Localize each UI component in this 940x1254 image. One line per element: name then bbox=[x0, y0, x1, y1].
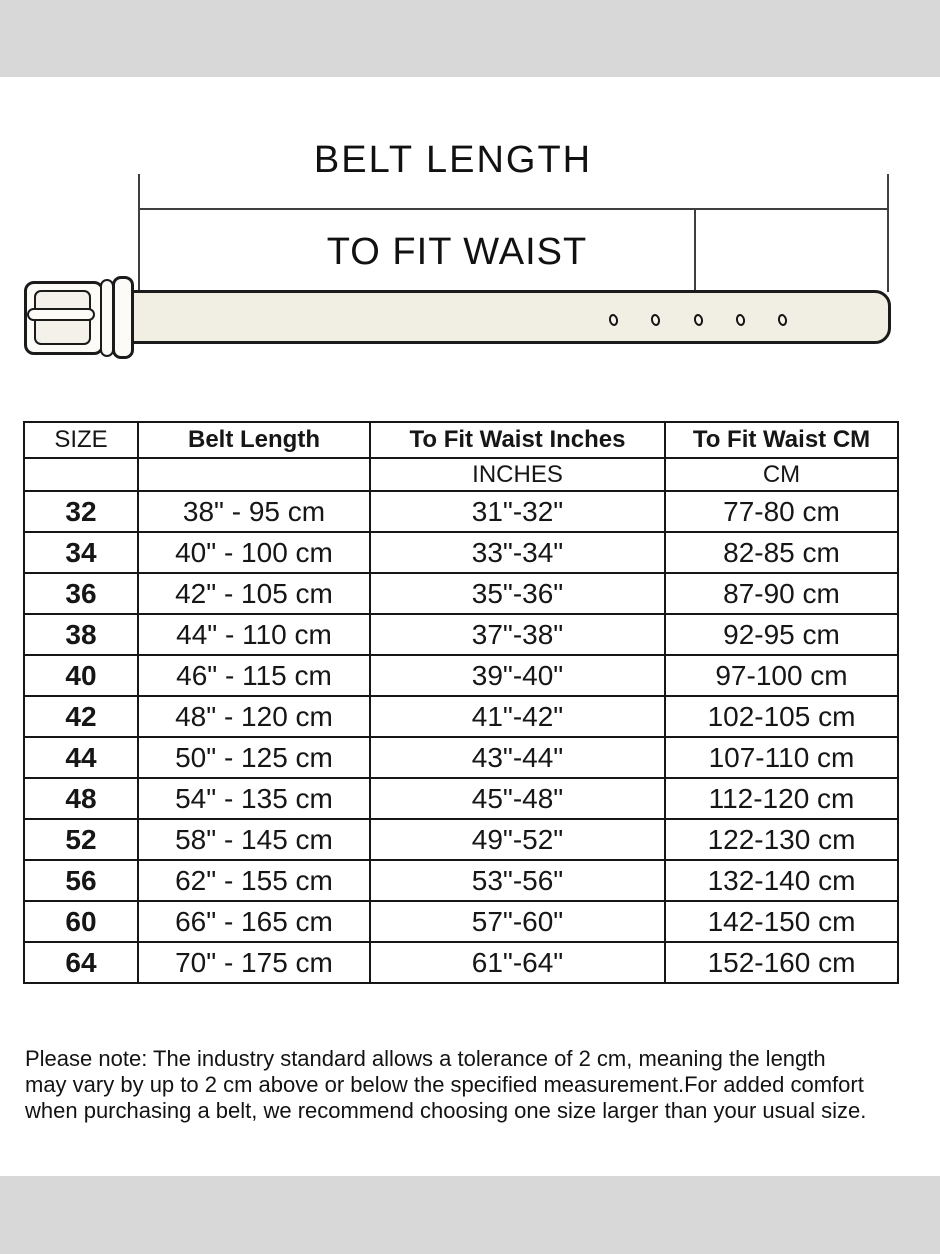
waist-inches-cell: 41"-42" bbox=[370, 696, 665, 737]
table-row bbox=[24, 532, 898, 573]
belt-length-cell: 70" - 175 cm bbox=[138, 942, 370, 983]
table-row bbox=[24, 942, 898, 983]
belt-hole-icon bbox=[777, 313, 788, 327]
waist-inches-cell: 37"-38" bbox=[370, 614, 665, 655]
header-to-fit-waist-inches: To Fit Waist Inches bbox=[370, 422, 665, 458]
table-row bbox=[24, 860, 898, 901]
size-cell: 60 bbox=[24, 901, 138, 942]
tolerance-note bbox=[25, 1046, 937, 1124]
tolerance-note-line: when purchasing a belt, we recommend choosing one size larger than your usual size. bbox=[25, 1098, 867, 1123]
table-row bbox=[24, 737, 898, 778]
table-row bbox=[24, 614, 898, 655]
waist-inches-cell: 61"-64" bbox=[370, 942, 665, 983]
belt-length-cell: 62" - 155 cm bbox=[138, 860, 370, 901]
waist-inches-cell: 45"-48" bbox=[370, 778, 665, 819]
belt-length-cell: 50" - 125 cm bbox=[138, 737, 370, 778]
waist-cm-cell: 102-105 cm bbox=[665, 696, 898, 737]
waist-cm-cell: 77-80 cm bbox=[665, 491, 898, 532]
belt-hole-icon bbox=[693, 313, 704, 327]
waist-inches-cell: 31"-32" bbox=[370, 491, 665, 532]
waist-cm-cell: 132-140 cm bbox=[665, 860, 898, 901]
waist-cm-cell: 107-110 cm bbox=[665, 737, 898, 778]
belt-length-cell: 58" - 145 cm bbox=[138, 819, 370, 860]
belt-keeper-loop-icon bbox=[112, 276, 134, 359]
table-row bbox=[24, 573, 898, 614]
waist-cm-cell: 112-120 cm bbox=[665, 778, 898, 819]
waist-inches-cell: 35"-36" bbox=[370, 573, 665, 614]
belt-buckle-prong-icon bbox=[27, 308, 95, 321]
waist-cm-cell: 87-90 cm bbox=[665, 573, 898, 614]
size-cell: 34 bbox=[24, 532, 138, 573]
subheader-blank bbox=[138, 458, 370, 491]
table-row bbox=[24, 778, 898, 819]
waist-inches-cell: 39"-40" bbox=[370, 655, 665, 696]
waist-cm-cell: 122-130 cm bbox=[665, 819, 898, 860]
size-cell: 56 bbox=[24, 860, 138, 901]
subheader-cm: CM bbox=[665, 458, 898, 491]
belt-length-cell: 54" - 135 cm bbox=[138, 778, 370, 819]
tolerance-note-line: may vary by up to 2 cm above or below the specified measurement.For added comfort bbox=[25, 1072, 864, 1097]
belt-length-cell: 46" - 115 cm bbox=[138, 655, 370, 696]
to-fit-waist-label: TO FIT WAIST bbox=[326, 231, 588, 273]
table-row bbox=[24, 491, 898, 532]
waist-inches-cell: 57"-60" bbox=[370, 901, 665, 942]
table-row bbox=[24, 696, 898, 737]
belt-length-cell: 38" - 95 cm bbox=[138, 491, 370, 532]
bottom-margin-strip bbox=[0, 1176, 940, 1254]
header-belt-length: Belt Length bbox=[138, 422, 370, 458]
tolerance-note-line: Please note: The industry standard allows a tolerance of 2 cm, meaning the length bbox=[25, 1046, 826, 1071]
table-row bbox=[24, 819, 898, 860]
belt-hole-icon bbox=[735, 313, 746, 327]
size-cell: 48 bbox=[24, 778, 138, 819]
waist-cm-cell: 92-95 cm bbox=[665, 614, 898, 655]
table-header-row bbox=[24, 422, 898, 458]
waist-cm-cell: 152-160 cm bbox=[665, 942, 898, 983]
belt-length-cell: 40" - 100 cm bbox=[138, 532, 370, 573]
top-margin-strip bbox=[0, 0, 940, 77]
waist-cm-cell: 97-100 cm bbox=[665, 655, 898, 696]
belt-length-cell: 66" - 165 cm bbox=[138, 901, 370, 942]
belt-length-cell: 48" - 120 cm bbox=[138, 696, 370, 737]
table-row bbox=[24, 901, 898, 942]
size-cell: 52 bbox=[24, 819, 138, 860]
size-cell: 44 bbox=[24, 737, 138, 778]
belt-hole-icon bbox=[608, 313, 619, 327]
table-row bbox=[24, 655, 898, 696]
belt-hole-icon bbox=[650, 313, 661, 327]
size-cell: 64 bbox=[24, 942, 138, 983]
waist-inches-cell: 43"-44" bbox=[370, 737, 665, 778]
table-subheader-row bbox=[24, 458, 898, 491]
belt-length-bracket-right-line bbox=[887, 174, 889, 292]
waist-inches-cell: 33"-34" bbox=[370, 532, 665, 573]
waist-cm-cell: 82-85 cm bbox=[665, 532, 898, 573]
belt-length-cell: 42" - 105 cm bbox=[138, 573, 370, 614]
waist-inches-cell: 49"-52" bbox=[370, 819, 665, 860]
size-table bbox=[23, 421, 899, 984]
size-cell: 42 bbox=[24, 696, 138, 737]
size-cell: 38 bbox=[24, 614, 138, 655]
size-cell: 36 bbox=[24, 573, 138, 614]
size-cell: 32 bbox=[24, 491, 138, 532]
waist-inches-cell: 53"-56" bbox=[370, 860, 665, 901]
subheader-blank bbox=[24, 458, 138, 491]
size-cell: 40 bbox=[24, 655, 138, 696]
belt-strap-illustration bbox=[130, 290, 891, 344]
header-size: SIZE bbox=[24, 422, 138, 458]
bracket-horizontal-line bbox=[138, 208, 889, 210]
subheader-inches: INCHES bbox=[370, 458, 665, 491]
belt-length-label: BELT LENGTH bbox=[313, 139, 593, 181]
header-to-fit-waist-cm: To Fit Waist CM bbox=[665, 422, 898, 458]
waist-cm-cell: 142-150 cm bbox=[665, 901, 898, 942]
belt-length-cell: 44" - 110 cm bbox=[138, 614, 370, 655]
